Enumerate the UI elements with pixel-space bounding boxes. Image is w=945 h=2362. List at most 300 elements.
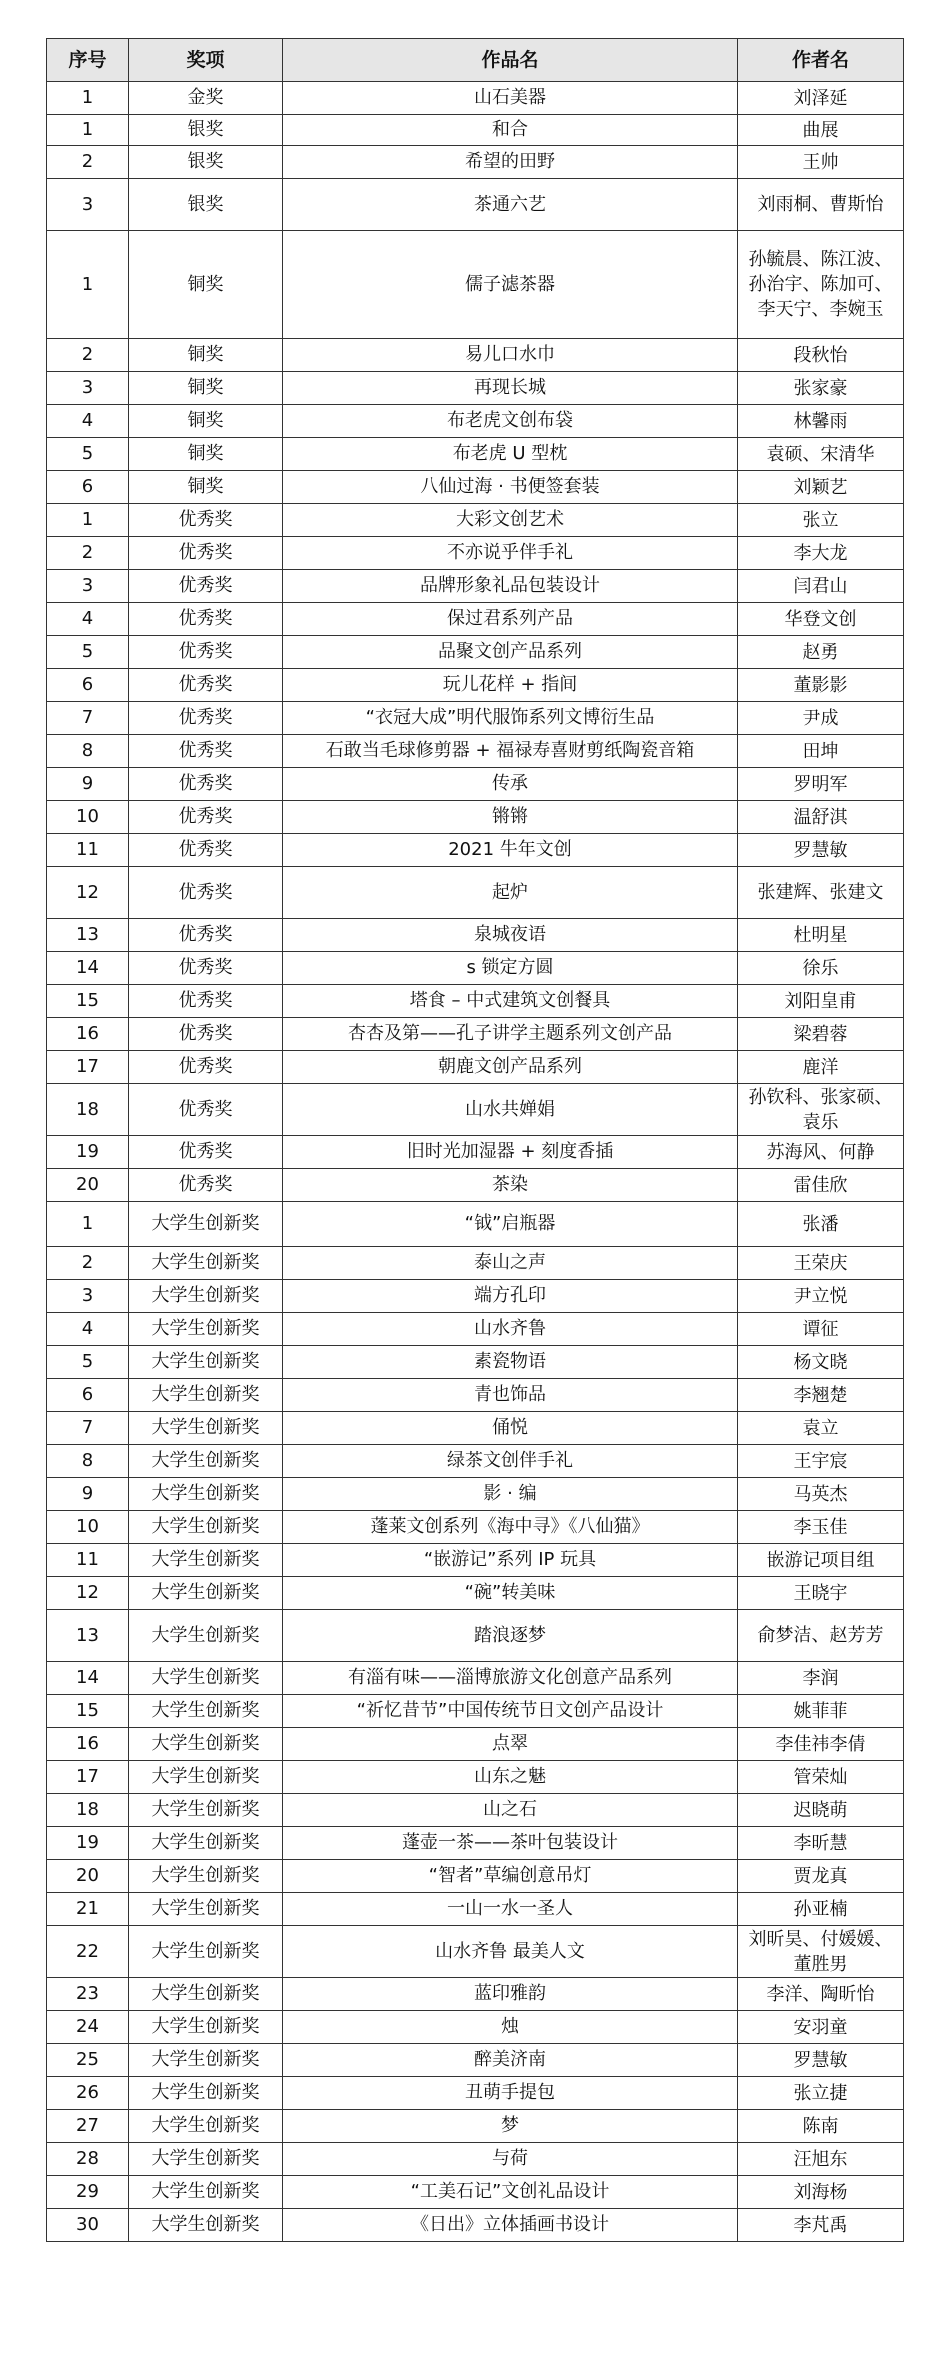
table-row: [47, 2176, 904, 2209]
table-row: [47, 2143, 904, 2176]
table-row: [47, 1136, 904, 1169]
cell-no: 13: [47, 1610, 129, 1662]
cell-author: 李大龙: [738, 537, 904, 570]
table-row: [47, 1051, 904, 1084]
table-row: [47, 471, 904, 504]
cell-award: 大学生创新奖: [129, 1761, 283, 1794]
cell-no: 18: [47, 1084, 129, 1136]
cell-award: 铜奖: [129, 438, 283, 471]
cell-award: 铜奖: [129, 372, 283, 405]
cell-award: 大学生创新奖: [129, 1860, 283, 1893]
cell-work: 山之石: [283, 1794, 738, 1827]
cell-no: 3: [47, 372, 129, 405]
cell-award: 大学生创新奖: [129, 2209, 283, 2242]
table-row: [47, 1544, 904, 1577]
cell-work: 山水齐鲁: [283, 1313, 738, 1346]
cell-no: 1: [47, 231, 129, 339]
cell-award: 优秀奖: [129, 1084, 283, 1136]
table-row: [47, 1978, 904, 2011]
cell-award: 优秀奖: [129, 952, 283, 985]
cell-work: 大彩文创艺术: [283, 504, 738, 537]
cell-author: 马英杰: [738, 1478, 904, 1511]
cell-no: 16: [47, 1728, 129, 1761]
cell-no: 24: [47, 2011, 129, 2044]
cell-no: 19: [47, 1827, 129, 1860]
cell-author: 曲展: [738, 115, 904, 146]
table-row: [47, 2110, 904, 2143]
table-row: [47, 1346, 904, 1379]
cell-author: 罗慧敏: [738, 834, 904, 867]
cell-award: 大学生创新奖: [129, 1926, 283, 1978]
cell-author: 杜明星: [738, 919, 904, 952]
table-row: [47, 1247, 904, 1280]
table-row: [47, 339, 904, 372]
cell-no: 7: [47, 702, 129, 735]
table-row: [47, 985, 904, 1018]
table-row: [47, 405, 904, 438]
table-row: [47, 1084, 904, 1136]
cell-no: 2: [47, 1247, 129, 1280]
cell-award: 优秀奖: [129, 768, 283, 801]
cell-author: 王晓宇: [738, 1577, 904, 1610]
cell-work: 《日出》立体插画书设计: [283, 2209, 738, 2242]
cell-award: 优秀奖: [129, 1018, 283, 1051]
cell-work: 青也饰品: [283, 1379, 738, 1412]
cell-award: 优秀奖: [129, 867, 283, 919]
cell-author: 李润: [738, 1662, 904, 1695]
cell-no: 2: [47, 339, 129, 372]
cell-no: 25: [47, 2044, 129, 2077]
cell-no: 11: [47, 834, 129, 867]
cell-author: 温舒淇: [738, 801, 904, 834]
cell-no: 26: [47, 2077, 129, 2110]
cell-author: 张潘: [738, 1202, 904, 1247]
cell-award: 大学生创新奖: [129, 1794, 283, 1827]
cell-award: 大学生创新奖: [129, 1247, 283, 1280]
table-row: [47, 504, 904, 537]
table-row: [47, 1794, 904, 1827]
cell-no: 17: [47, 1051, 129, 1084]
cell-award: 大学生创新奖: [129, 1379, 283, 1412]
cell-no: 1: [47, 504, 129, 537]
cell-author: 张立捷: [738, 2077, 904, 2110]
cell-work: 点翠: [283, 1728, 738, 1761]
cell-work: “钺”启瓶器: [283, 1202, 738, 1247]
cell-work: 醉美济南: [283, 2044, 738, 2077]
cell-award: 优秀奖: [129, 1169, 283, 1202]
cell-no: 16: [47, 1018, 129, 1051]
cell-work: 泰山之声: [283, 1247, 738, 1280]
cell-author: 董影影: [738, 669, 904, 702]
cell-no: 5: [47, 438, 129, 471]
cell-no: 3: [47, 570, 129, 603]
cell-no: 13: [47, 919, 129, 952]
cell-award: 大学生创新奖: [129, 1313, 283, 1346]
cell-work: 品牌形象礼品包装设计: [283, 570, 738, 603]
cell-award: 优秀奖: [129, 702, 283, 735]
cell-author: 姚菲菲: [738, 1695, 904, 1728]
cell-author: 尹立悦: [738, 1280, 904, 1313]
cell-no: 12: [47, 867, 129, 919]
table-row: [47, 2011, 904, 2044]
cell-work: 石敢当毛球修剪器 + 福禄寿喜财剪纸陶瓷音箱: [283, 735, 738, 768]
table-row: [47, 2077, 904, 2110]
cell-no: 6: [47, 1379, 129, 1412]
cell-no: 1: [47, 82, 129, 115]
cell-work: 茶染: [283, 1169, 738, 1202]
cell-no: 9: [47, 768, 129, 801]
table-row: [47, 115, 904, 146]
cell-no: 20: [47, 1169, 129, 1202]
cell-no: 27: [47, 2110, 129, 2143]
cell-work: “衣冠大成”明代服饰系列文博衍生品: [283, 702, 738, 735]
table-row: [47, 1662, 904, 1695]
cell-work: 蓬壶一茶——茶叶包装设计: [283, 1827, 738, 1860]
cell-no: 18: [47, 1794, 129, 1827]
cell-work: 山水共婵娟: [283, 1084, 738, 1136]
cell-work: 布老虎文创布袋: [283, 405, 738, 438]
cell-work: 品聚文创产品系列: [283, 636, 738, 669]
cell-no: 21: [47, 1893, 129, 1926]
cell-author: 李洋、陶昕怡: [738, 1978, 904, 2011]
cell-author: 管荣灿: [738, 1761, 904, 1794]
cell-award: 铜奖: [129, 471, 283, 504]
cell-work: 起炉: [283, 867, 738, 919]
cell-award: 大学生创新奖: [129, 2044, 283, 2077]
cell-award: 大学生创新奖: [129, 1511, 283, 1544]
table-body: [47, 82, 904, 2242]
cell-work: “工美石记”文创礼品设计: [283, 2176, 738, 2209]
header-no: 序号: [47, 39, 129, 82]
table-row: [47, 702, 904, 735]
cell-author: 杨文晓: [738, 1346, 904, 1379]
cell-work: 梦: [283, 2110, 738, 2143]
table-row: [47, 1728, 904, 1761]
cell-award: 优秀奖: [129, 985, 283, 1018]
cell-award: 优秀奖: [129, 919, 283, 952]
cell-no: 28: [47, 2143, 129, 2176]
cell-author: 刘阳皇甫: [738, 985, 904, 1018]
cell-author: 徐乐: [738, 952, 904, 985]
cell-author: 刘昕昊、付媛媛、董胜男: [738, 1926, 904, 1978]
table-row: [47, 438, 904, 471]
table-row: [47, 2209, 904, 2242]
cell-award: 银奖: [129, 146, 283, 179]
awards-table-container: [46, 38, 903, 2242]
cell-no: 8: [47, 1445, 129, 1478]
cell-no: 22: [47, 1926, 129, 1978]
cell-no: 10: [47, 1511, 129, 1544]
cell-work: 绿茶文创伴手礼: [283, 1445, 738, 1478]
cell-work: 传承: [283, 768, 738, 801]
cell-award: 大学生创新奖: [129, 1695, 283, 1728]
cell-award: 大学生创新奖: [129, 2077, 283, 2110]
cell-author: 张立: [738, 504, 904, 537]
cell-author: 刘颖艺: [738, 471, 904, 504]
table-row: [47, 952, 904, 985]
awards-table: [46, 38, 904, 2242]
header-award: 奖项: [129, 39, 283, 82]
cell-work: 山水齐鲁 最美人文: [283, 1926, 738, 1978]
table-row: [47, 1893, 904, 1926]
cell-award: 铜奖: [129, 405, 283, 438]
table-row: [47, 603, 904, 636]
header-row: [47, 39, 904, 82]
cell-no: 1: [47, 115, 129, 146]
cell-no: 30: [47, 2209, 129, 2242]
cell-no: 10: [47, 801, 129, 834]
table-row: [47, 1695, 904, 1728]
cell-author: 嵌游记项目组: [738, 1544, 904, 1577]
cell-work: 易儿口水巾: [283, 339, 738, 372]
table-row: [47, 768, 904, 801]
cell-author: 林馨雨: [738, 405, 904, 438]
cell-no: 6: [47, 471, 129, 504]
cell-author: 迟晓萌: [738, 1794, 904, 1827]
cell-author: 张建辉、张建文: [738, 867, 904, 919]
cell-work: 再现长城: [283, 372, 738, 405]
cell-award: 大学生创新奖: [129, 1662, 283, 1695]
cell-award: 大学生创新奖: [129, 1202, 283, 1247]
cell-work: 不亦说乎伴手礼: [283, 537, 738, 570]
cell-work: 希望的田野: [283, 146, 738, 179]
cell-work: s 锁定方圆: [283, 952, 738, 985]
cell-award: 优秀奖: [129, 1051, 283, 1084]
cell-work: 丑萌手提包: [283, 2077, 738, 2110]
cell-work: 杏杏及第——孔子讲学主题系列文创产品: [283, 1018, 738, 1051]
cell-work: 儒子滤茶器: [283, 231, 738, 339]
cell-award: 优秀奖: [129, 504, 283, 537]
cell-author: 段秋怡: [738, 339, 904, 372]
cell-award: 大学生创新奖: [129, 1280, 283, 1313]
cell-award: 优秀奖: [129, 801, 283, 834]
table-row: [47, 801, 904, 834]
cell-author: 苏海风、何静: [738, 1136, 904, 1169]
cell-work: 旧时光加湿器 + 刻度香插: [283, 1136, 738, 1169]
table-row: [47, 146, 904, 179]
cell-award: 金奖: [129, 82, 283, 115]
cell-award: 大学生创新奖: [129, 2011, 283, 2044]
cell-author: 李昕慧: [738, 1827, 904, 1860]
cell-award: 大学生创新奖: [129, 1478, 283, 1511]
cell-award: 大学生创新奖: [129, 1412, 283, 1445]
cell-no: 7: [47, 1412, 129, 1445]
cell-author: 李翘楚: [738, 1379, 904, 1412]
table-row: [47, 231, 904, 339]
cell-work: 一山一水一圣人: [283, 1893, 738, 1926]
cell-author: 梁碧蓉: [738, 1018, 904, 1051]
cell-author: 罗慧敏: [738, 2044, 904, 2077]
cell-author: 谭征: [738, 1313, 904, 1346]
cell-no: 9: [47, 1478, 129, 1511]
cell-author: 闫君山: [738, 570, 904, 603]
cell-work: 和合: [283, 115, 738, 146]
cell-work: 有淄有味——淄博旅游文化创意产品系列: [283, 1662, 738, 1695]
cell-no: 4: [47, 1313, 129, 1346]
table-row: [47, 82, 904, 115]
cell-work: 山东之魅: [283, 1761, 738, 1794]
table-row: [47, 372, 904, 405]
cell-award: 大学生创新奖: [129, 1728, 283, 1761]
cell-work: “碗”转美味: [283, 1577, 738, 1610]
cell-author: 陈南: [738, 2110, 904, 2143]
cell-work: 烛: [283, 2011, 738, 2044]
table-row: [47, 2044, 904, 2077]
cell-author: 孙毓晨、陈江波、孙治宇、陈加可、李天宁、李婉玉: [738, 231, 904, 339]
cell-author: 张家豪: [738, 372, 904, 405]
table-row: [47, 669, 904, 702]
cell-author: 汪旭东: [738, 2143, 904, 2176]
cell-no: 4: [47, 405, 129, 438]
cell-author: 袁硕、宋清华: [738, 438, 904, 471]
cell-author: 俞梦洁、赵芳芳: [738, 1610, 904, 1662]
table-row: [47, 1202, 904, 1247]
cell-no: 23: [47, 1978, 129, 2011]
cell-work: 2021 牛年文创: [283, 834, 738, 867]
cell-no: 8: [47, 735, 129, 768]
table-row: [47, 1478, 904, 1511]
cell-award: 大学生创新奖: [129, 1445, 283, 1478]
cell-author: 刘海杨: [738, 2176, 904, 2209]
table-row: [47, 179, 904, 231]
cell-award: 银奖: [129, 179, 283, 231]
cell-work: 俑悦: [283, 1412, 738, 1445]
cell-work: 影 · 编: [283, 1478, 738, 1511]
table-row: [47, 1412, 904, 1445]
cell-no: 5: [47, 1346, 129, 1379]
cell-no: 3: [47, 1280, 129, 1313]
table-row: [47, 1169, 904, 1202]
cell-work: 布老虎 U 型枕: [283, 438, 738, 471]
header-work: 作品名: [283, 39, 738, 82]
table-row: [47, 1280, 904, 1313]
cell-award: 优秀奖: [129, 1136, 283, 1169]
cell-author: 孙亚楠: [738, 1893, 904, 1926]
cell-award: 大学生创新奖: [129, 1978, 283, 2011]
cell-award: 大学生创新奖: [129, 1827, 283, 1860]
cell-author: 李芃禹: [738, 2209, 904, 2242]
cell-no: 14: [47, 952, 129, 985]
cell-award: 铜奖: [129, 231, 283, 339]
cell-award: 优秀奖: [129, 537, 283, 570]
cell-no: 3: [47, 179, 129, 231]
cell-author: 尹成: [738, 702, 904, 735]
cell-no: 2: [47, 146, 129, 179]
cell-work: 八仙过海 · 书便签套装: [283, 471, 738, 504]
cell-no: 5: [47, 636, 129, 669]
cell-work: 锵锵: [283, 801, 738, 834]
cell-award: 优秀奖: [129, 669, 283, 702]
cell-author: 雷佳欣: [738, 1169, 904, 1202]
cell-author: 刘雨桐、曹斯怡: [738, 179, 904, 231]
cell-work: 端方孔印: [283, 1280, 738, 1313]
table-row: [47, 537, 904, 570]
cell-work: 保过君系列产品: [283, 603, 738, 636]
cell-no: 15: [47, 1695, 129, 1728]
cell-author: 贾龙真: [738, 1860, 904, 1893]
table-row: [47, 1827, 904, 1860]
cell-work: 朝鹿文创产品系列: [283, 1051, 738, 1084]
cell-author: 李玉佳: [738, 1511, 904, 1544]
table-row: [47, 867, 904, 919]
cell-award: 大学生创新奖: [129, 1346, 283, 1379]
cell-award: 优秀奖: [129, 570, 283, 603]
cell-no: 12: [47, 1577, 129, 1610]
cell-award: 大学生创新奖: [129, 1544, 283, 1577]
cell-author: 罗明军: [738, 768, 904, 801]
table-row: [47, 1018, 904, 1051]
cell-no: 4: [47, 603, 129, 636]
cell-author: 田坤: [738, 735, 904, 768]
table-row: [47, 1761, 904, 1794]
cell-work: “智者”草编创意吊灯: [283, 1860, 738, 1893]
cell-author: 华登文创: [738, 603, 904, 636]
cell-work: 塔食 – 中式建筑文创餐具: [283, 985, 738, 1018]
cell-author: 王荣庆: [738, 1247, 904, 1280]
header-author: 作者名: [738, 39, 904, 82]
cell-work: 茶通六艺: [283, 179, 738, 231]
cell-work: 蓬莱文创系列《海中寻》《八仙猫》: [283, 1511, 738, 1544]
cell-author: 刘泽延: [738, 82, 904, 115]
cell-award: 银奖: [129, 115, 283, 146]
cell-no: 6: [47, 669, 129, 702]
cell-work: “祈忆昔节”中国传统节日文创产品设计: [283, 1695, 738, 1728]
table-row: [47, 1379, 904, 1412]
cell-author: 王帅: [738, 146, 904, 179]
cell-no: 14: [47, 1662, 129, 1695]
cell-no: 20: [47, 1860, 129, 1893]
cell-no: 2: [47, 537, 129, 570]
table-row: [47, 735, 904, 768]
cell-award: 大学生创新奖: [129, 1893, 283, 1926]
cell-author: 袁立: [738, 1412, 904, 1445]
cell-work: “嵌游记”系列 IP 玩具: [283, 1544, 738, 1577]
cell-work: 玩儿花样 + 指间: [283, 669, 738, 702]
cell-author: 安羽童: [738, 2011, 904, 2044]
cell-no: 29: [47, 2176, 129, 2209]
table-row: [47, 1610, 904, 1662]
cell-award: 大学生创新奖: [129, 2176, 283, 2209]
cell-no: 17: [47, 1761, 129, 1794]
table-row: [47, 919, 904, 952]
table-row: [47, 1860, 904, 1893]
cell-award: 大学生创新奖: [129, 2110, 283, 2143]
cell-author: 李佳祎李倩: [738, 1728, 904, 1761]
cell-work: 蓝印雅韵: [283, 1978, 738, 2011]
cell-work: 泉城夜语: [283, 919, 738, 952]
cell-award: 大学生创新奖: [129, 1610, 283, 1662]
table-row: [47, 1926, 904, 1978]
table-row: [47, 1577, 904, 1610]
cell-award: 优秀奖: [129, 735, 283, 768]
cell-work: 与荷: [283, 2143, 738, 2176]
cell-author: 孙钦科、张家硕、袁乐: [738, 1084, 904, 1136]
cell-work: 山石美器: [283, 82, 738, 115]
cell-award: 优秀奖: [129, 834, 283, 867]
cell-no: 15: [47, 985, 129, 1018]
cell-award: 优秀奖: [129, 636, 283, 669]
cell-work: 踏浪逐梦: [283, 1610, 738, 1662]
cell-award: 大学生创新奖: [129, 1577, 283, 1610]
table-row: [47, 1511, 904, 1544]
cell-author: 鹿洋: [738, 1051, 904, 1084]
cell-no: 19: [47, 1136, 129, 1169]
cell-author: 赵勇: [738, 636, 904, 669]
cell-award: 大学生创新奖: [129, 2143, 283, 2176]
cell-work: 素瓷物语: [283, 1346, 738, 1379]
cell-no: 11: [47, 1544, 129, 1577]
cell-no: 1: [47, 1202, 129, 1247]
